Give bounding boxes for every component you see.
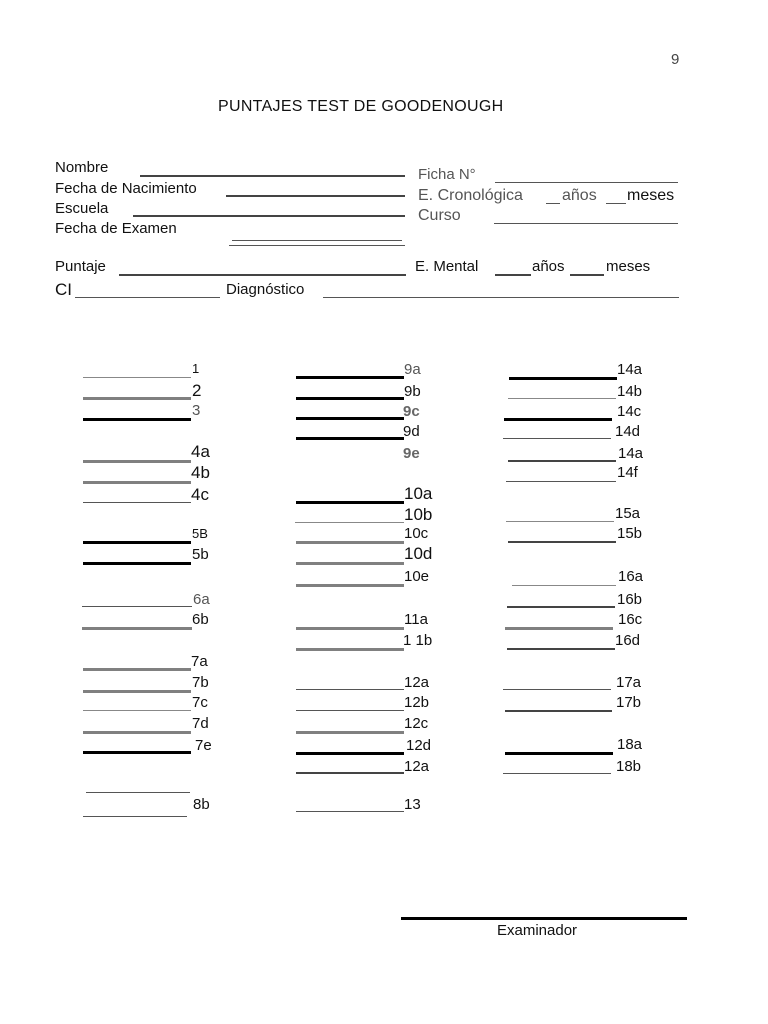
item-label: 7e: [195, 737, 212, 754]
item-line[interactable]: [506, 481, 616, 482]
item-line[interactable]: [83, 710, 191, 711]
item-label: 14c: [617, 403, 642, 420]
item-label: 10d: [404, 544, 433, 563]
item-label: 3: [192, 402, 201, 419]
item-line[interactable]: [509, 377, 617, 380]
item-label: 4c: [191, 485, 209, 504]
item-label: 8b: [193, 796, 210, 813]
item-line[interactable]: [507, 606, 615, 608]
fecha-examen-line-2[interactable]: [229, 245, 405, 246]
mental-meses-line[interactable]: [570, 274, 604, 276]
item-label: 14a: [617, 361, 643, 378]
item-line[interactable]: [505, 627, 613, 630]
item-label: 6a: [193, 591, 210, 608]
item-label: 9e: [403, 445, 420, 462]
item-line[interactable]: [296, 437, 404, 440]
item-line[interactable]: [505, 710, 612, 712]
item-line[interactable]: [508, 541, 616, 543]
item-label: 11a: [404, 611, 428, 628]
item-label: 13: [404, 796, 421, 813]
item-line[interactable]: [296, 584, 404, 587]
e-mental-label: E. Mental: [415, 258, 479, 275]
ficha-line[interactable]: [495, 182, 678, 183]
signature-line[interactable]: [401, 917, 687, 920]
item-line[interactable]: [296, 689, 404, 690]
e-cronologica-label: E. Cronológica: [418, 187, 523, 204]
item-label: 9b: [404, 383, 421, 400]
signature-label: Examinador: [497, 922, 578, 939]
item-line[interactable]: [296, 710, 404, 711]
mental-anos-line[interactable]: [495, 274, 531, 276]
item-line[interactable]: [82, 627, 192, 630]
meses-label: meses: [627, 187, 675, 204]
item-label: 6b: [192, 611, 209, 628]
mental-meses-label: meses: [606, 258, 651, 275]
item-line[interactable]: [296, 627, 404, 630]
item-label: 1 1b: [403, 632, 433, 649]
item-label: 7a: [191, 653, 208, 670]
item-label: 12d: [406, 737, 432, 754]
item-label: 1: [192, 361, 200, 376]
item-label: 18b: [616, 758, 642, 775]
item-line[interactable]: [296, 541, 404, 544]
item-line[interactable]: [296, 752, 404, 755]
curso-line[interactable]: [494, 223, 678, 224]
fecha-examen-label: Fecha de Examen: [55, 220, 177, 237]
item-label: 18a: [617, 736, 643, 753]
item-line[interactable]: [505, 752, 613, 755]
item-line[interactable]: [295, 522, 404, 523]
item-label: 16a: [618, 568, 644, 585]
item-line[interactable]: [503, 773, 611, 774]
ficha-label: Ficha N°: [418, 166, 476, 183]
item-label: 10c: [404, 525, 429, 542]
item-line[interactable]: [296, 397, 404, 400]
item-line[interactable]: [512, 585, 616, 586]
item-label: 14a: [618, 445, 644, 462]
item-label: 12b: [404, 694, 430, 711]
item-line[interactable]: [296, 648, 404, 651]
item-line[interactable]: [82, 606, 192, 607]
item-label: 16b: [617, 591, 643, 608]
item-line[interactable]: [83, 690, 191, 693]
puntaje-label: Puntaje: [55, 258, 106, 275]
ci-line[interactable]: [75, 297, 220, 298]
item-line[interactable]: [83, 502, 191, 503]
item-label: 4b: [191, 463, 210, 482]
item-line[interactable]: [83, 731, 191, 734]
item-line[interactable]: [503, 689, 611, 690]
item-label: 9c: [403, 403, 420, 420]
item-label: 17b: [616, 694, 642, 711]
curso-label: Curso: [418, 207, 461, 224]
item-line[interactable]: [83, 562, 191, 565]
item-label: 5b: [192, 546, 209, 563]
page-number: 9: [671, 51, 680, 68]
item-label: 12c: [404, 715, 429, 732]
item-line[interactable]: [296, 731, 404, 734]
item-line[interactable]: [296, 417, 404, 420]
item-line[interactable]: [83, 541, 191, 544]
item-line[interactable]: [83, 816, 187, 817]
item-label: 14f: [617, 464, 638, 481]
fecha-nacimiento-line[interactable]: [226, 195, 405, 197]
item-label: 16c: [618, 611, 643, 628]
item-label: 7c: [192, 694, 208, 711]
item-label: 5B: [192, 526, 208, 541]
nombre-label: Nombre: [55, 159, 109, 176]
item-label: 12a: [404, 758, 430, 775]
mental-anos-label: años: [532, 258, 565, 275]
item-label: 15b: [617, 525, 643, 542]
item-line[interactable]: [504, 418, 612, 421]
item-label: 9a: [404, 361, 421, 378]
item-line[interactable]: [83, 397, 191, 400]
item-line[interactable]: [86, 792, 190, 793]
item-line[interactable]: [296, 562, 404, 565]
meses-line[interactable]: [606, 203, 626, 204]
item-line[interactable]: [508, 398, 616, 399]
item-line[interactable]: [296, 376, 404, 379]
item-line[interactable]: [83, 418, 191, 421]
item-line[interactable]: [296, 811, 404, 812]
item-label: 12a: [404, 674, 430, 691]
ci-label: CI: [55, 280, 72, 299]
item-line[interactable]: [83, 460, 191, 463]
fecha-nacimiento-label: Fecha de Nacimiento: [55, 180, 197, 197]
item-line[interactable]: [507, 648, 615, 650]
item-label: 7d: [192, 715, 209, 732]
item-line[interactable]: [83, 377, 191, 378]
nombre-line[interactable]: [140, 175, 405, 177]
escuela-label: Escuela: [55, 200, 109, 217]
item-line[interactable]: [503, 438, 611, 439]
item-line[interactable]: [83, 481, 191, 484]
item-label: 10a: [404, 484, 433, 503]
item-label: 16d: [615, 632, 641, 649]
document-title: PUNTAJES TEST DE GOODENOUGH: [218, 98, 504, 115]
item-line[interactable]: [83, 668, 191, 671]
item-line[interactable]: [506, 521, 614, 522]
fecha-examen-line-1[interactable]: [232, 240, 402, 241]
item-label: 14b: [617, 383, 643, 400]
escuela-line[interactable]: [133, 215, 405, 217]
puntaje-line[interactable]: [119, 274, 406, 276]
item-label: 15a: [615, 505, 641, 522]
diagnostico-line[interactable]: [323, 297, 679, 298]
item-label: 2: [192, 381, 202, 400]
item-label: 14d: [615, 423, 641, 440]
item-label: 17a: [616, 674, 642, 691]
item-label: 9d: [403, 423, 420, 440]
item-label: 10e: [404, 568, 430, 585]
item-line[interactable]: [83, 751, 191, 754]
item-line[interactable]: [296, 501, 404, 504]
item-label: 4a: [191, 442, 210, 461]
anos-line[interactable]: [546, 203, 560, 204]
item-label: 7b: [192, 674, 209, 691]
item-line[interactable]: [296, 772, 404, 774]
item-label: 10b: [404, 505, 433, 524]
anos-label: años: [562, 187, 597, 204]
diagnostico-label: Diagnóstico: [226, 281, 305, 298]
item-line[interactable]: [508, 460, 616, 462]
